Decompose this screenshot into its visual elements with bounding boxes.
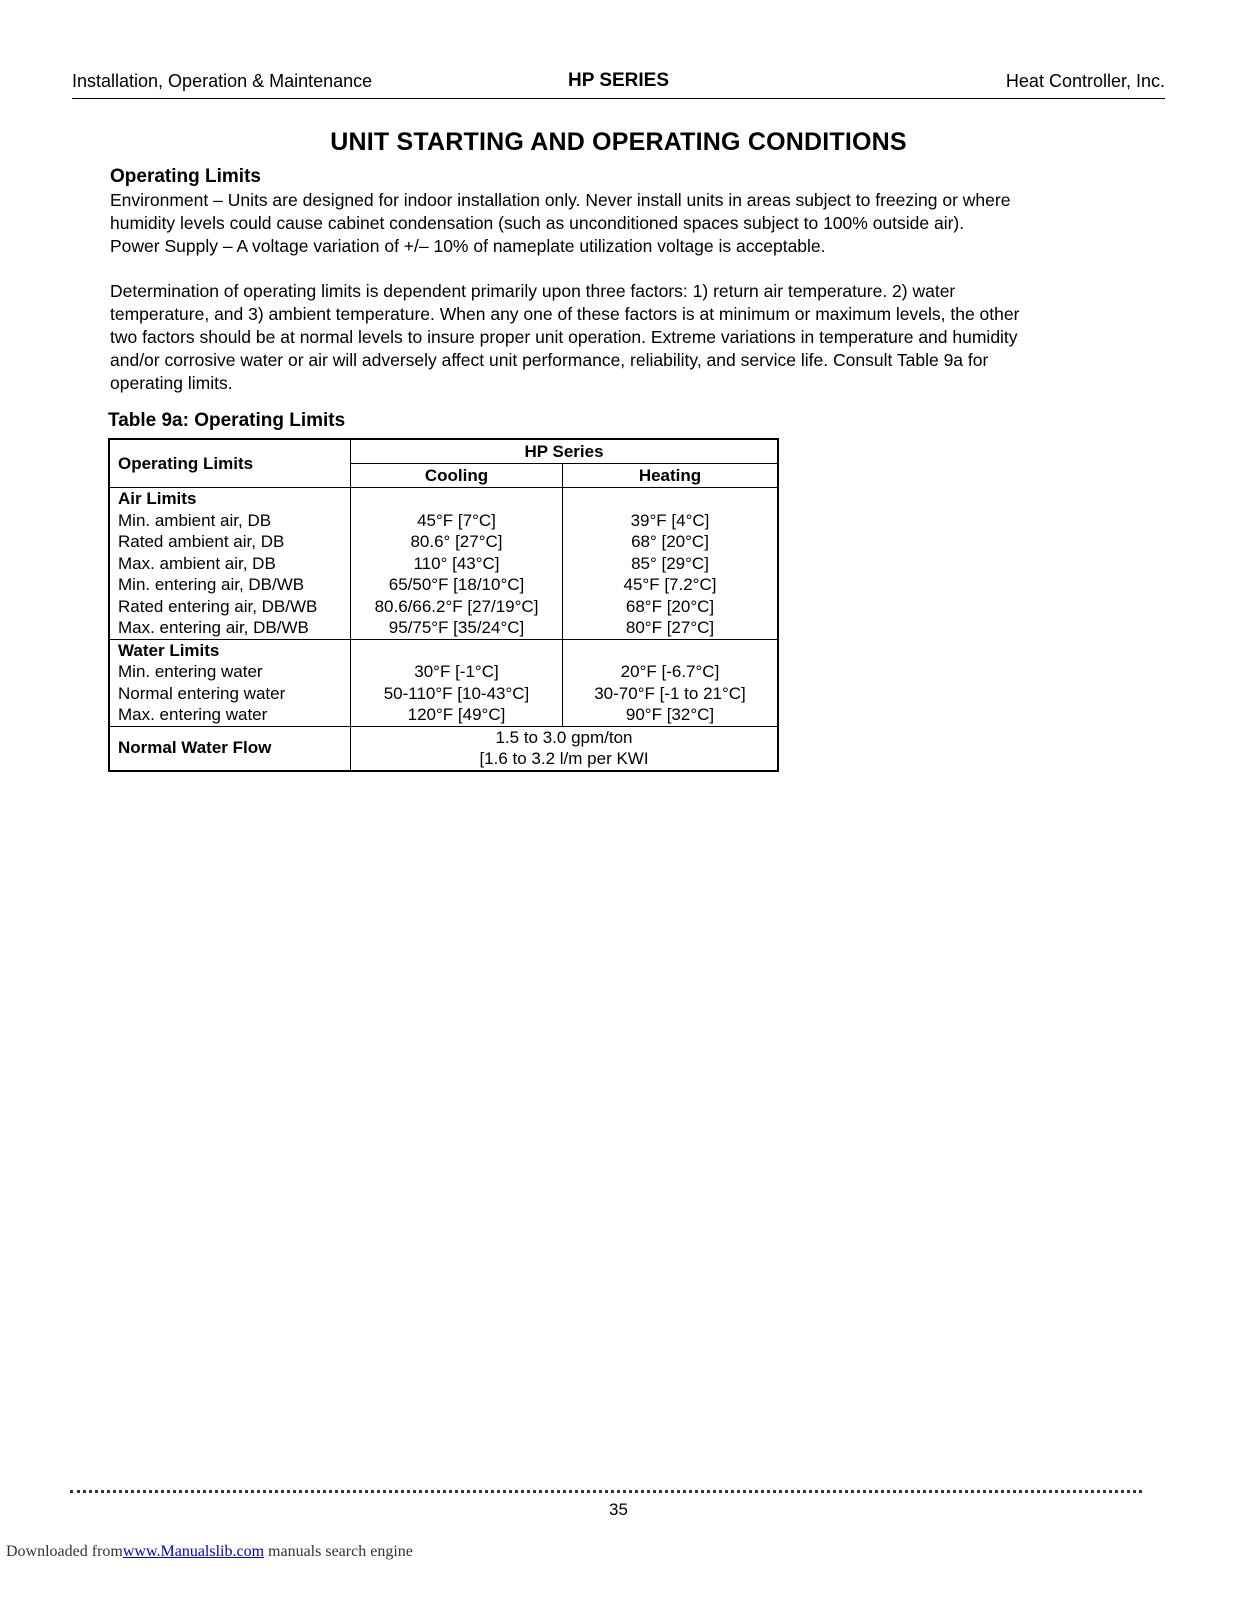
heating-value: 39°F [4°C]: [630, 510, 710, 530]
row-label: Min. ambient air, DB: [118, 510, 272, 530]
download-footer: [6, 1543, 413, 1561]
air-limits-group: [109, 488, 778, 640]
col-header-operating-limits: Operating Limits: [109, 439, 351, 488]
cooling-value: 50-110°F [10-43°C]: [383, 683, 530, 703]
heating-value: 68°F [20°C]: [625, 596, 715, 616]
row-label: Min. entering water: [118, 662, 263, 681]
heating-value: 85° [29°C]: [631, 553, 709, 573]
row-label: Rated entering air, DB/WB: [118, 596, 318, 616]
cooling-value: 120°F [49°C]: [407, 705, 506, 724]
cooling-value: 110° [43°C]: [413, 553, 500, 573]
cooling-value: 80.6° [27°C]: [410, 532, 503, 551]
manualslib-link[interactable]: www.Manualslib.com: [122, 1543, 265, 1560]
section-heading: Operating Limits: [110, 166, 261, 187]
para2-line3: two factors should be at normal levels to insure proper unit operation. Extreme variations in temperature and humidity: [110, 327, 1018, 347]
col-header-heating: Heating: [563, 464, 779, 488]
page-title: UNIT STARTING AND OPERATING CONDITIONS: [330, 128, 907, 156]
page-number: 35: [609, 1500, 628, 1519]
water-flow-line2: [1.6 to 3.2 l/m per KWI: [479, 749, 649, 768]
heating-value: 30-70°F [-1 to 21°C]: [594, 683, 746, 703]
page-header: [72, 68, 1165, 99]
cooling-value: 95/75°F [35/24°C]: [388, 618, 525, 637]
row-label: Max. ambient air, DB: [118, 553, 276, 573]
para1-line1: Environment – Units are designed for indoor installation only. Never install units in areas subject to freezing or where: [110, 190, 1011, 210]
cooling-value: 45°F [7°C]: [417, 510, 496, 530]
row-label: Min. entering air, DB/WB: [118, 575, 305, 594]
water-flow-row: [109, 726, 778, 771]
header-center: HP SERIES: [567, 70, 670, 91]
heating-value: 68° [20°C]: [631, 532, 709, 551]
row-label: Max. entering air, DB/WB: [118, 618, 309, 637]
water-limits-labels: [109, 639, 351, 726]
heating-value: 80°F [27°C]: [625, 618, 715, 637]
water-flow-value: [351, 726, 779, 771]
para2-line4: and/or corrosive water or air will adversely affect unit performance, reliability, and service life. Consult Table 9a for: [110, 350, 989, 370]
cooling-value: 65/50°F [18/10°C]: [388, 575, 525, 594]
col-header-cooling: Cooling: [351, 464, 563, 488]
heating-value: 45°F [7.2°C]: [623, 575, 717, 594]
row-label: Max. entering water: [118, 705, 268, 724]
water-limits-heating: [563, 639, 779, 726]
para1-line2: humidity levels could cause cabinet condensation (such as unconditioned spaces subject to 100% outside air).: [110, 213, 965, 233]
header-left: Installation, Operation & Maintenance: [72, 71, 373, 91]
table-caption: Table 9a: Operating Limits: [108, 410, 346, 431]
para2-line1: Determination of operating limits is dependent primarily upon three factors: 1) return air temperature. 2) water: [110, 281, 956, 301]
operating-limits-table: [108, 438, 779, 772]
heating-value: 90°F [32°C]: [625, 705, 715, 724]
water-limits-group: [109, 639, 778, 726]
water-limits-cooling: [351, 639, 563, 726]
air-limits-labels: [109, 488, 351, 640]
footer-suffix: manuals search engine: [264, 1543, 413, 1560]
header-right: Heat Controller, Inc.: [1005, 71, 1165, 91]
col-header-hp-series: HP Series: [351, 439, 779, 464]
footer-prefix: Downloaded from: [6, 1543, 123, 1560]
row-label: Normal entering water: [118, 683, 286, 703]
air-limits-cooling: [351, 488, 563, 640]
heating-value: 20°F [-6.7°C]: [620, 662, 720, 681]
para2-line5: operating limits.: [110, 373, 233, 393]
para1-line3: Power Supply – A voltage variation of +/– 10% of nameplate utilization voltage is acceptable.: [110, 236, 826, 256]
operating-limits-intro: [110, 165, 1120, 258]
row-label: Rated ambient air, DB: [118, 532, 285, 551]
water-limits-heading: Water Limits: [118, 640, 220, 660]
determination-paragraph: [110, 280, 1120, 395]
air-limits-heating: [563, 488, 779, 640]
footer-divider: [70, 1490, 1142, 1493]
water-flow-label: Normal Water Flow: [109, 726, 351, 771]
para2-line2: temperature, and 3) ambient temperature. When any one of these factors is at minimum or maximum levels, the other: [110, 304, 1020, 324]
cooling-value: 80.6/66.2°F [27/19°C]: [374, 596, 539, 616]
air-limits-heading: Air Limits: [118, 489, 197, 508]
water-flow-line1: 1.5 to 3.0 gpm/ton: [495, 727, 633, 747]
cooling-value: 30°F [-1°C]: [414, 662, 499, 681]
